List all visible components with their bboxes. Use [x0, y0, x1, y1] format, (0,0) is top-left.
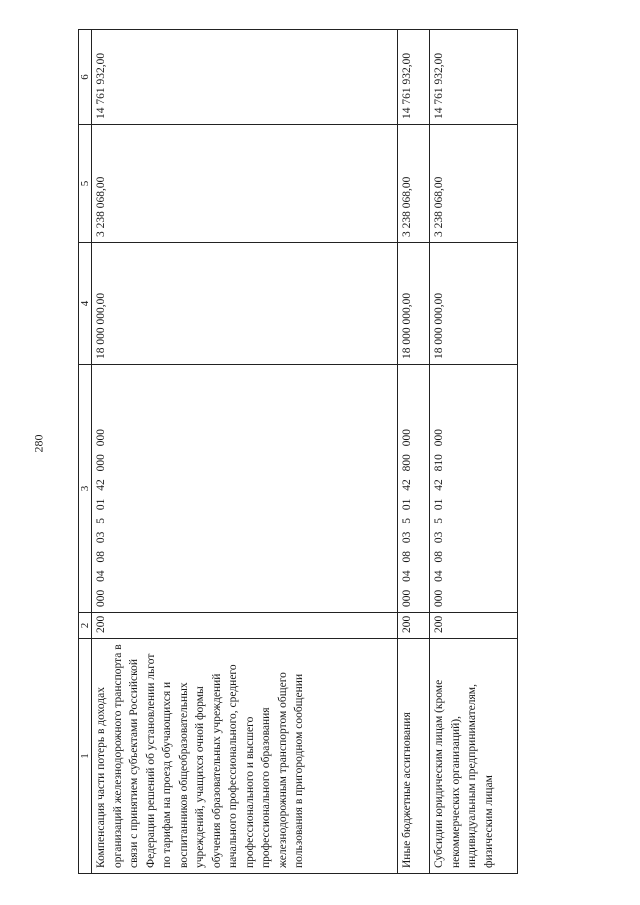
row-col5-cell: 3 238 068,00	[430, 125, 518, 243]
row-name-cell: Субсидии юридическим лицам (кроме некоммерческих организаций), индивидуальным предпринимателям, физическим лицам	[430, 639, 518, 874]
budget-table	[78, 29, 518, 874]
row-col4-cell: 18 000 000,00	[398, 243, 430, 365]
row-col5-cell: 3 238 068,00	[92, 125, 398, 243]
row-name-cell: Компенсация части потерь в доходах организаций железнодорожного транспорта в связи с принятием субъектами Российской Федерации решений об установлении льгот по тарифам на проезд обучающихся и воспитанников общеобразовательных учреждений, учащихся очной формы обучения образовательных учреждений начального профессионального, среднего профессионального и высшего профессионального образования железнодорожным транспортом общего пользования в пригородном сообщении	[92, 639, 398, 874]
row-col2-cell: 200	[430, 613, 518, 639]
column-header: 6	[79, 30, 92, 125]
table-row	[92, 30, 398, 874]
row-code-cell: 000 04 08 03 5 01 42 000 000	[92, 365, 398, 613]
table-row	[430, 30, 518, 874]
column-header: 3	[79, 365, 92, 613]
row-code-cell: 000 04 08 03 5 01 42 800 000	[398, 365, 430, 613]
row-col6-cell: 14 761 932,00	[92, 30, 398, 125]
column-header: 1	[79, 639, 92, 874]
page-number: 280	[31, 434, 46, 453]
column-header: 5	[79, 125, 92, 243]
row-code-cell: 000 04 08 03 5 01 42 810 000	[430, 365, 518, 613]
table-row	[398, 30, 430, 874]
rotated-table-container	[78, 30, 518, 874]
row-col2-cell: 200	[398, 613, 430, 639]
row-col5-cell: 3 238 068,00	[398, 125, 430, 243]
column-header: 2	[79, 613, 92, 639]
row-col6-cell: 14 761 932,00	[398, 30, 430, 125]
table-header-row	[79, 30, 92, 874]
column-header: 4	[79, 243, 92, 365]
row-col2-cell: 200	[92, 613, 398, 639]
row-name-cell: Иные бюджетные ассигнования	[398, 639, 430, 874]
row-col6-cell: 14 761 932,00	[430, 30, 518, 125]
row-col4-cell: 18 000 000,00	[92, 243, 398, 365]
row-col4-cell: 18 000 000,00	[430, 243, 518, 365]
